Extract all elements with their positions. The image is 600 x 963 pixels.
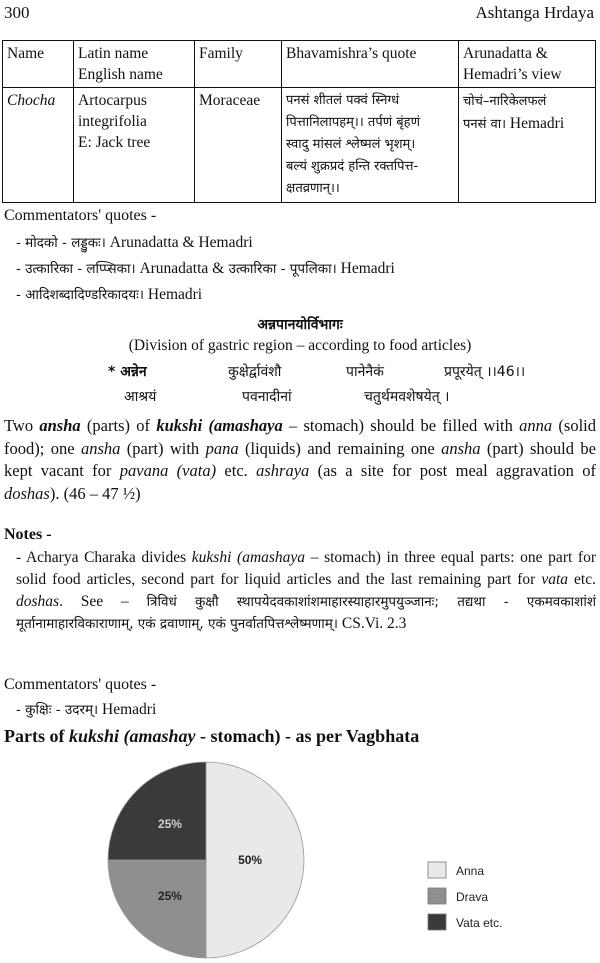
cell-view xyxy=(459,88,596,203)
herb-table xyxy=(2,40,596,203)
commentator-quote-dev: - आदिशब्दादिण्डरिकादयः। xyxy=(16,287,144,303)
cell-quote xyxy=(282,88,459,203)
header-view-line1: Arunadatta & xyxy=(463,45,548,62)
header-latin-line2: English name xyxy=(78,66,163,83)
commentator-line-3 xyxy=(16,284,596,306)
view-author: Hemadri xyxy=(506,115,565,132)
header-view-line2: Hemadri’s view xyxy=(463,66,562,83)
quote-line2: पित्तानिलापहम्।। तर्पणं बृंहणं xyxy=(286,115,420,130)
section-title: अन्नपानयोर्विभागः xyxy=(257,317,343,333)
header-view xyxy=(459,41,596,88)
slice-label-2: 25% xyxy=(157,816,182,831)
slice-label-1: 25% xyxy=(157,889,182,904)
chart-title: Parts of kukshi (amashay - stomach) - as per Vagbhata xyxy=(4,726,420,746)
verse1-part-b: कुक्षेर्द्वावंशौ xyxy=(228,364,282,380)
notes-text: - Acharya Charaka divides kukshi (amashaya – stomach) in three equal parts: one part for solid food articles, second part for liquid articles and the last remaining part for vata etc. doshas. See – त्रिविधं कुक्षौ स्थापयेदवकाशांशमाहारस्याहारमुपयुञ्जानः; तद्यथा - एकमवकाशांशं मूर्तानामाहारविकाराणाम्, एकं द्रवाणाम्, एकं पुनर्वातपित्तश्लेष्मणाम्। CS.Vi. 2.3 xyxy=(16,549,597,632)
legend-swatch-0 xyxy=(428,862,446,878)
legend-label-1: Drava xyxy=(456,890,489,904)
pie-slice-drava xyxy=(108,860,206,958)
commentator-author: Hemadri xyxy=(144,286,203,303)
pie-slice-vata-etc xyxy=(108,762,206,860)
section-subtitle: (Division of gastric region – according to food articles) xyxy=(128,337,472,354)
header-family: Family xyxy=(195,41,282,88)
commentator-quote-dev: - मोदको - लड्डुकः। xyxy=(16,235,106,251)
cell-name: Chocha xyxy=(3,88,74,203)
view-line2: पनसं वा। xyxy=(463,117,507,132)
header-latin-line1: Latin name xyxy=(78,45,149,62)
verse2-part-c: चतुर्थमवशेषयेत् । xyxy=(364,389,450,405)
commentator-author-2: Hemadri xyxy=(336,260,395,277)
verse1-part-c: पानेनैकं xyxy=(346,364,384,380)
legend-label-2: Vata etc. xyxy=(456,916,503,930)
commentator-author: Hemadri xyxy=(98,701,157,718)
commentator-quote-dev-2: उत्कारिका - पूपलिका। xyxy=(224,261,337,277)
verse2-part-b: पवनादीनां xyxy=(242,389,292,405)
latin-line3: E: Jack tree xyxy=(78,134,151,151)
commentator-line-4 xyxy=(16,699,596,721)
table-row xyxy=(3,88,596,203)
commentators-heading-2: Commentators' quotes - xyxy=(4,676,157,693)
quote-line1: पनसं शीतलं पक्वं स्निग्धं xyxy=(286,93,400,108)
legend-swatch-2 xyxy=(428,914,446,930)
quote-line5: क्षतव्रणान्।। xyxy=(286,181,340,196)
chart-legend xyxy=(428,862,502,930)
verse1-part-d: प्रपूरयेत् ।।46।। xyxy=(444,364,526,380)
legend-label-0: Anna xyxy=(456,864,485,878)
header-latin xyxy=(74,41,195,88)
commentator-author: Arunadatta & Hemadri xyxy=(105,234,253,251)
header-quote: Bhavamishra’s quote xyxy=(282,41,459,88)
commentators-heading-1: Commentators' quotes - xyxy=(4,207,157,224)
pie-chart xyxy=(0,752,600,963)
page-number: 300 xyxy=(4,3,30,22)
latin-line1: Artocarpus xyxy=(78,92,147,109)
commentator-line-1 xyxy=(16,232,596,254)
cell-family: Moraceae xyxy=(195,88,282,203)
quote-line3: स्वादु मांसलं श्लेष्मलं भृशम्। xyxy=(286,137,416,152)
verse2-part-a: आश्रयं xyxy=(124,389,157,405)
running-title: Ashtanga Hrdaya xyxy=(475,3,594,22)
header-name: Name xyxy=(3,41,74,88)
notes-heading: Notes - xyxy=(4,526,52,543)
commentator-line-2 xyxy=(16,258,596,280)
commentator-quote-dev: - कुक्षिः - उदरम्। xyxy=(16,702,99,718)
main-paragraph: Two ansha (parts) of kukshi (amashaya – stomach) should be filled with anna (solid food); one ansha (part) with pana (liquids) and remaining one ansha (part) should be kept vacant for pavana (vata) etc. ashraya (as a site for post meal aggravation of doshas). (46 – 47 ½) xyxy=(4,416,597,503)
verse1-part-a: * अन्नेन xyxy=(108,364,147,380)
commentator-author: Arunadatta & xyxy=(135,260,225,277)
pie-slices xyxy=(108,762,304,958)
table-header-row xyxy=(3,41,596,88)
slice-label-0: 50% xyxy=(238,853,263,867)
legend-swatch-1 xyxy=(428,888,446,904)
view-line1: चोचं–नारिकेलफलं xyxy=(463,94,547,109)
cell-latin xyxy=(74,88,195,203)
commentator-quote-dev: - उत्कारिका - लप्प्सिका। xyxy=(16,261,136,277)
quote-line4: बल्यं शुक्रप्रदं हन्ति रक्तपित्त- xyxy=(286,159,419,174)
latin-line2: integrifolia xyxy=(78,113,147,130)
